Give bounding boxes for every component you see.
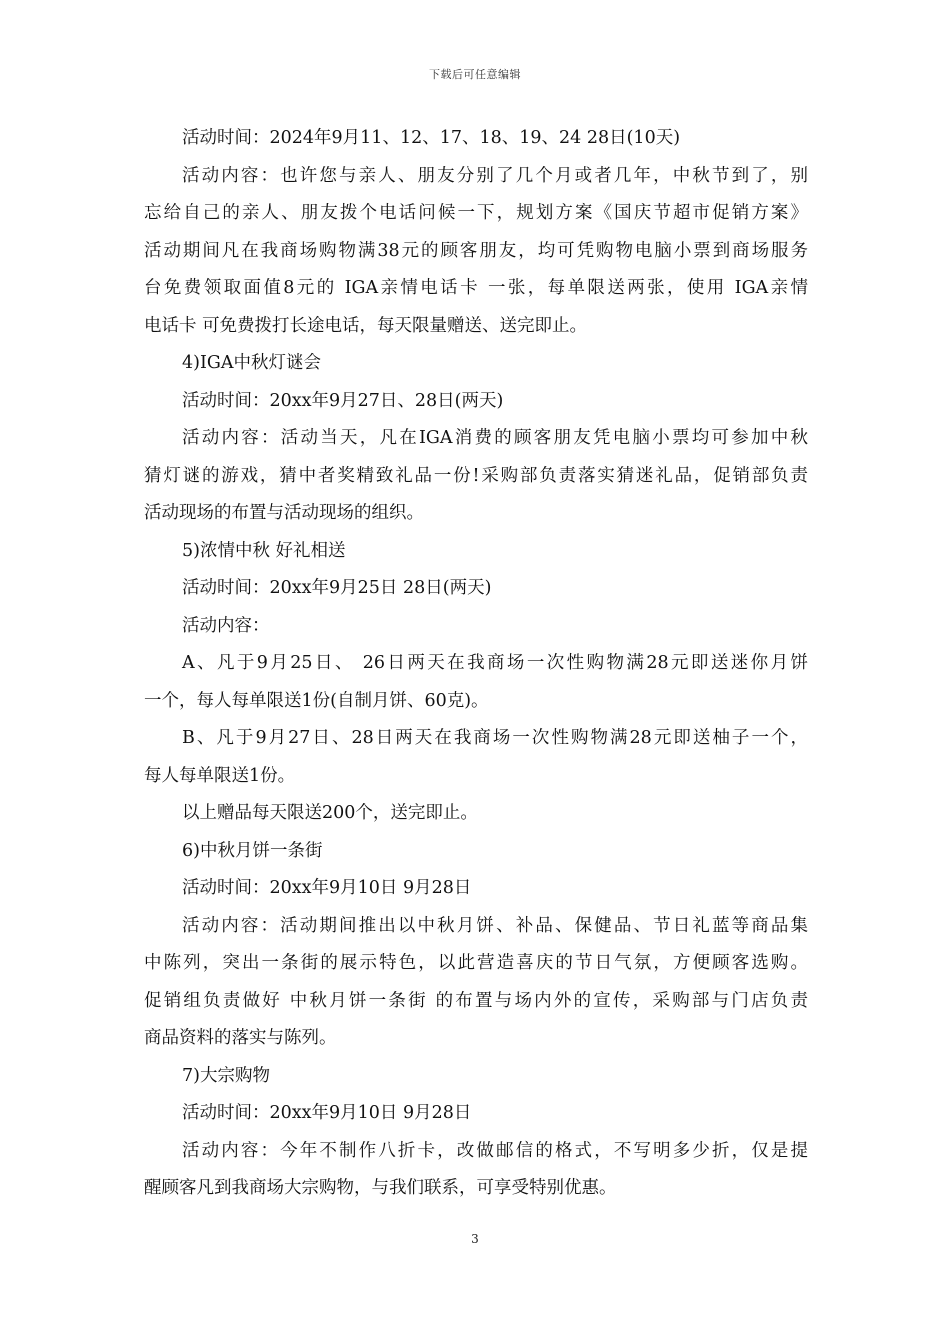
text-line: 猜灯谜的游戏，猜中者奖精致礼品一份!采购部负责落实猜迷礼品，促销部负责 xyxy=(144,465,808,486)
section-heading: 5)浓情中秋 好礼相送 xyxy=(182,540,346,561)
text-line: 醒顾客凡到我商场大宗购物，与我们联系，可享受特别优惠。 xyxy=(144,1178,617,1198)
text-line: 活动现场的布置与活动现场的组织。 xyxy=(144,503,424,523)
text-line: 电话卡 可免费拨打长途电话，每天限量赠送、送完即止。 xyxy=(144,315,588,336)
text-line: 商品资料的落实与陈列。 xyxy=(144,1028,337,1048)
text-line: 忘给自己的亲人、朋友拨个电话问候一下，规划方案《国庆节超市促销方案》 xyxy=(144,203,808,223)
text-line: 中陈列，突出一条街的展示特色，以此营造喜庆的节日气氛，方便顾客选购。 xyxy=(144,953,808,973)
text-line: 活动时间：20xx年9月10日 9月28日 xyxy=(182,1103,472,1123)
text-line: 活动内容：也许您与亲人、朋友分别了几个月或者几年，中秋节到了，别 xyxy=(182,165,808,186)
page-header: 下载后可任意编辑 xyxy=(429,68,521,81)
text-line: 一个，每人每单限送1份(自制月饼、60克)。 xyxy=(144,690,489,711)
text-line: 以上赠品每天限送200个，送完即止。 xyxy=(182,803,478,823)
text-line: A、凡于9月25日、 26日两天在我商场一次性购物满28元即送迷你月饼 xyxy=(182,653,808,673)
text-line: 活动时间：20xx年9月10日 9月28日 xyxy=(182,878,472,898)
section-heading: 6)中秋月饼一条街 xyxy=(182,840,323,861)
text-line: B、凡于9月27日、28日两天在我商场一次性购物满28元即送柚子一个， xyxy=(182,728,808,748)
text-line: 活动内容：今年不制作八折卡，改做邮信的格式，不写明多少折，仅是提 xyxy=(182,1140,808,1161)
page-number: 3 xyxy=(471,1232,479,1246)
text-line: 每人每单限送1份。 xyxy=(144,765,296,786)
section-heading: 4)IGA中秋灯谜会 xyxy=(182,353,321,373)
text-line: 活动期间凡在我商场购物满38元的顾客朋友，均可凭购物电脑小票到商场服务 xyxy=(144,240,808,261)
text-line: 活动时间：20xx年9月27日、28日(两天) xyxy=(182,390,504,411)
text-line: 活动时间：20xx年9月25日 28日(两天) xyxy=(182,578,492,598)
text-line: 活动内容： xyxy=(182,615,270,636)
text-line: 活动内容：活动期间推出以中秋月饼、补品、保健品、节日礼蓝等商品集 xyxy=(182,915,808,936)
text-line: 活动内容：活动当天，凡在IGA消费的顾客朋友凭电脑小票均可参加中秋 xyxy=(182,428,808,448)
text-line: 台免费领取面值8元的 IGA亲情电话卡 一张，每单限送两张，使用 IGA亲情 xyxy=(144,278,808,298)
text-line: 促销组负责做好 中秋月饼一条街 的布置与场内外的宣传，采购部与门店负责 xyxy=(144,990,808,1011)
text-line: 活动时间：2024年9月11、12、17、18、19、24 28日(10天) xyxy=(182,128,681,148)
section-heading: 7)大宗购物 xyxy=(182,1065,270,1086)
document-body xyxy=(144,120,808,1208)
